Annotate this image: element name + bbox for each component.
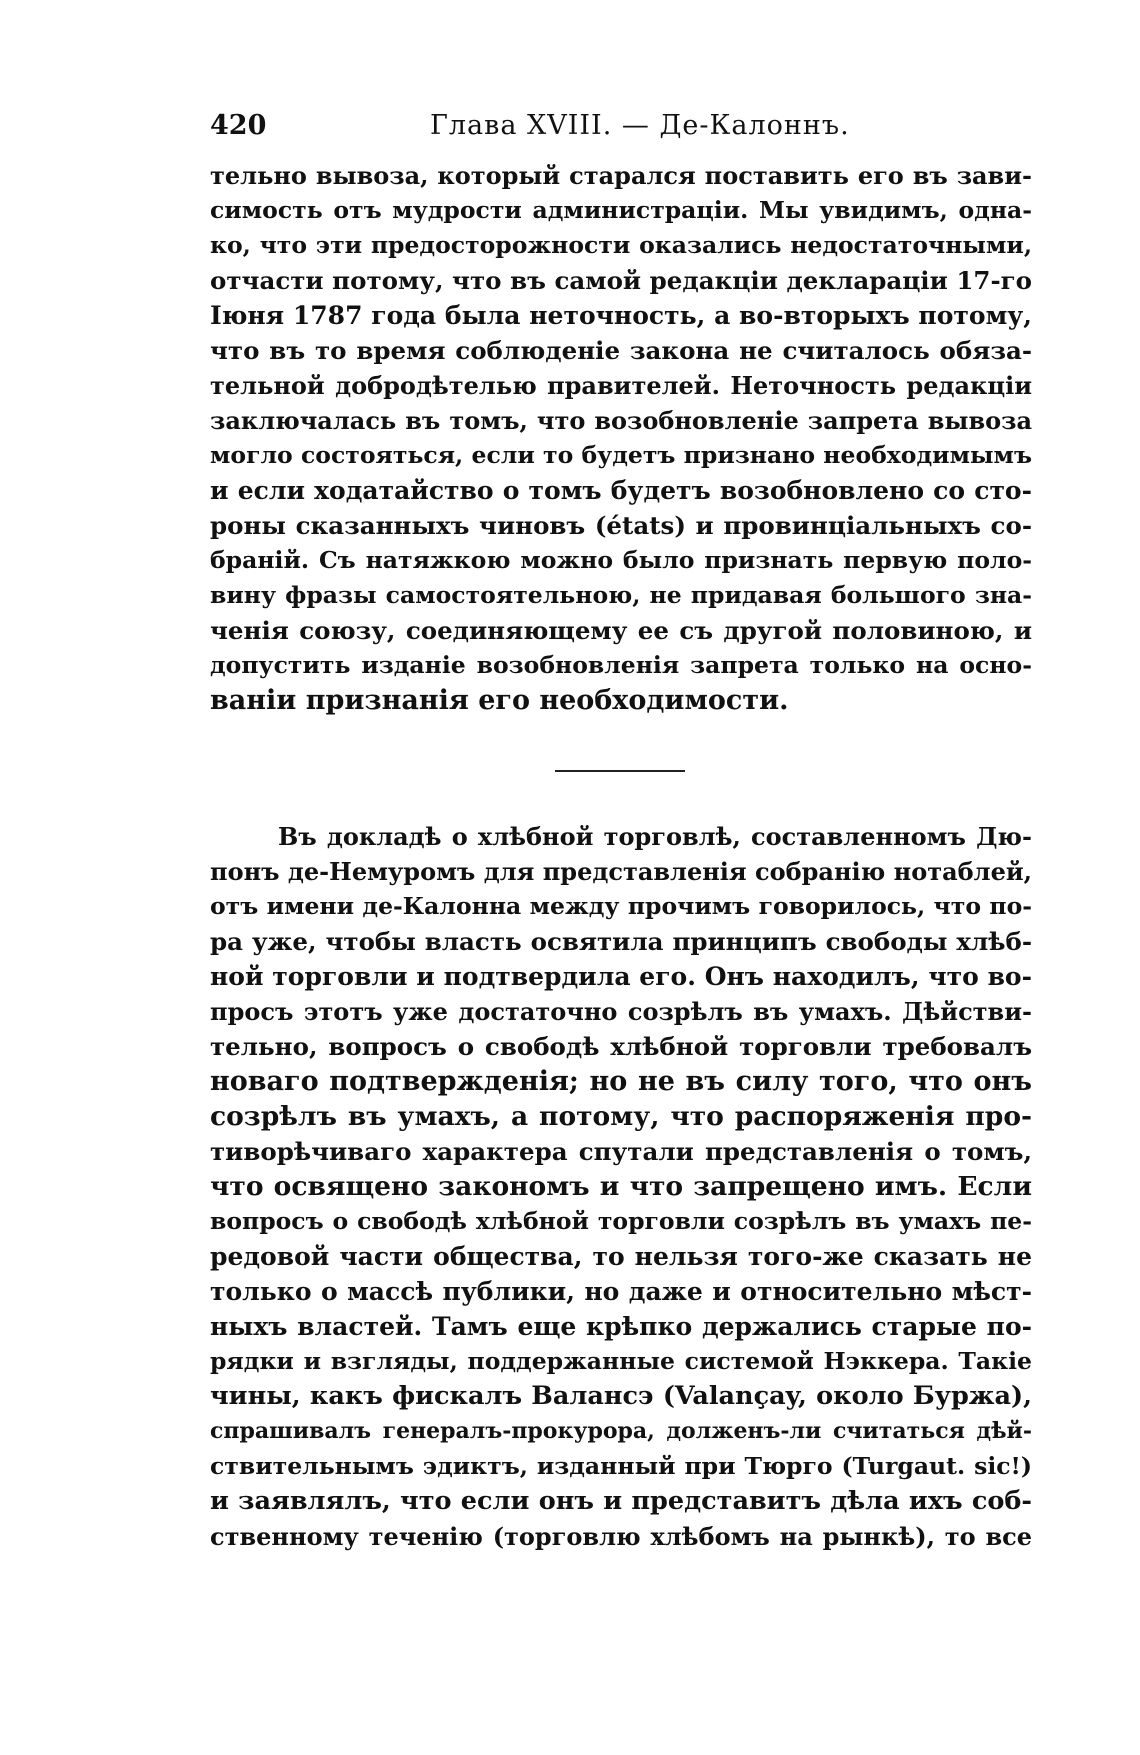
text-line: редовой части общества, то нельзя того-же сказать не	[210, 1242, 1032, 1271]
text-line: отчасти потому, что въ самой редакціи деклараціи 17-го	[210, 266, 1032, 295]
text-line: новаго подтвержденія; но не въ силу того, что онъ	[210, 1066, 1032, 1097]
text-line: тельно, вопросъ о свободѣ хлѣбной торговли требовалъ	[210, 1032, 1032, 1061]
text-line: ваніи признанія его необходимости.	[210, 685, 789, 716]
running-head	[210, 106, 1030, 146]
text-line: тиворѣчиваго характера спутали представленія о томъ,	[210, 1137, 1032, 1166]
text-line: симость отъ мудрости администраціи. Мы увидимъ, одна-	[210, 196, 1032, 224]
text-line: и если ходатайство о томъ будетъ возобновлено со сто-	[210, 476, 1032, 505]
text-line: роны сказанныхъ чиновъ (états) и провинціальныхъ со-	[210, 511, 1032, 540]
text-line: понъ де-Немуромъ для представленія собранію нотаблей,	[210, 857, 1032, 886]
text-line: ной торговли и подтвердила его. Онъ находилъ, что во-	[210, 962, 1032, 991]
text-line: спрашивалъ генералъ-прокурора, долженъ-ли считаться дѣй-	[210, 1418, 1032, 1444]
text-line: ственному теченію (торговлю хлѣбомъ на рынкѣ), то все	[210, 1522, 1032, 1551]
text-line: ныхъ властей. Тамъ еще крѣпко держались старые по-	[210, 1312, 1032, 1341]
text-line: и заявлялъ, что если онъ и представитъ дѣла ихъ соб-	[210, 1486, 1032, 1516]
text-line: рядки и взгляды, поддержанные системой Нэккера. Такіе	[210, 1347, 1032, 1375]
text-line: чины, какъ фискалъ Валансэ (Valançay, около Буржа),	[210, 1381, 1032, 1411]
text-line: что освящено закономъ и что запрещено имъ. Если	[210, 1171, 1032, 1202]
chapter-title: Глава XVIII. — Де-Калоннъ.	[430, 110, 850, 141]
text-line: вину фразы самостоятельною, не придавая большого зна-	[210, 581, 1032, 609]
paragraph-2	[210, 819, 1032, 1554]
text-line: ра уже, чтобы власть освятила принципъ свободы хлѣб-	[210, 927, 1032, 956]
text-line: допустить изданіе возобновленія запрета только на осно-	[210, 651, 1032, 679]
text-line: заключалась въ томъ, что возобновленіе запрета вывоза	[210, 406, 1032, 435]
text-line: вопросъ о свободѣ хлѣбной торговли созрѣлъ въ умахъ пе-	[210, 1207, 1032, 1235]
text-line: Въ докладѣ о хлѣбной торговлѣ, составленномъ Дю-	[278, 822, 1032, 851]
text-line: ко, что эти предосторожности оказались недостаточными,	[210, 231, 1032, 259]
text-line: просъ этотъ уже достаточно созрѣлъ въ умахъ. Дѣйстви-	[210, 997, 1032, 1026]
paragraph-1	[210, 158, 1032, 718]
section-divider	[555, 770, 685, 772]
text-line: только о массѣ публики, но даже и относительно мѣст-	[210, 1277, 1032, 1306]
text-line: браній. Съ натяжкою можно было признать первую поло-	[210, 546, 1032, 574]
text-line: Іюня 1787 года была неточность, а во-вторыхъ потому,	[210, 301, 1032, 330]
text-line: ствительнымъ эдиктъ, изданный при Тюрго (Turgaut. sic!)	[210, 1452, 1032, 1480]
page-number: 420	[210, 110, 267, 141]
text-line: тельно вывоза, который старался поставить его въ зави-	[210, 161, 1032, 190]
text-line: тельной добродѣтелью правителей. Неточность редакціи	[210, 371, 1032, 400]
text-line: могло состояться, если то будетъ признано необходимымъ	[210, 441, 1032, 469]
text-line: отъ имени де-Калонна между прочимъ говорилось, что по-	[210, 892, 1032, 920]
text-line: созрѣлъ въ умахъ, а потому, что распоряженія про-	[210, 1101, 1032, 1132]
text-line: ченія союзу, соединяющему ее съ другой половиною, и	[210, 616, 1032, 645]
text-line: что въ то время соблюденіе закона не считалось обяза-	[210, 336, 1032, 365]
